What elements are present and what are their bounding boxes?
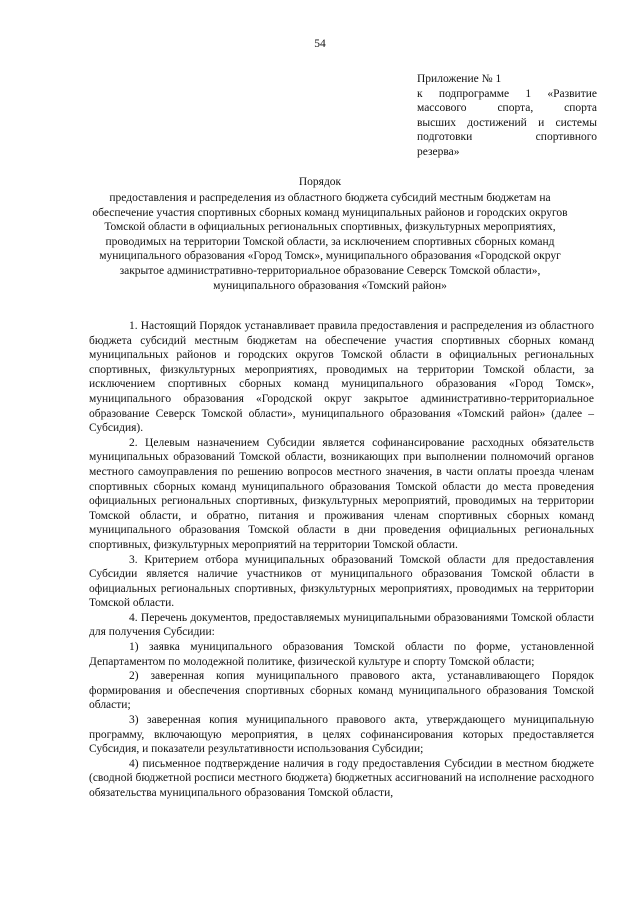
paragraph: 4. Перечень документов, предоставляемых муниципальными образованиями Томской области для получения Субсидии: bbox=[89, 611, 594, 639]
paragraph: 3. Критерием отбора муниципальных образований Томской области для предоставления Субсидии является наличие участников от муниципального образования Томской области в официальных региональных спортивных, физкультурных мероприятиях, проводимых на территории Томской области. bbox=[89, 553, 594, 610]
appendix-line: массового спорта, спорта bbox=[417, 102, 597, 115]
list-item: 2) заверенная копия муниципального правового акта, устанавливающего Порядок формирования и обеспечения спортивных сборных команд муниципального образования Томской области; bbox=[89, 670, 594, 712]
paragraph: 2. Целевым назначением Субсидии является софинансирование расходных обязательств муниципальных образований Томской области, возникающих при выполнении полномочий органов местного самоуправления по решению вопросов местного значения, в части оплаты проезда членам спортивных сборных команд муниципального образования Томской области до места проведения официальных региональных спортивных, физкультурных мероприятий, проводимых на территории Томской области, и обратно, питания и проживания членам спортивных сборных команд муниципального образования Томской области в дни проведения официальных региональных спортивных, физкультурных мероприятий на территории Томской области. bbox=[89, 436, 594, 551]
document-subtitle: предоставления и распределения из областного бюджета субсидий местным бюджетам на обеспечение участия спортивных сборных команд муниципальных районов и городских округов Томской области в официальных региональных спортивных, физкультурных мероприятиях, проводимых на территории Томской области, за исключением спортивных сборных команд муниципального образования «Город Томск», муниципального образования «Городской округ закрытое административно-территориальное образование Северск Томской области», муниципального образования «Томский район» bbox=[92, 192, 568, 292]
appendix-block bbox=[417, 72, 597, 160]
appendix-line: подготовки спортивного bbox=[417, 131, 597, 144]
appendix-line: высших достижений и системы bbox=[417, 116, 597, 129]
appendix-title: Приложение № 1 bbox=[417, 73, 502, 85]
document-title: Порядок bbox=[298, 176, 342, 188]
paragraph: 1. Настоящий Порядок устанавливает правила предоставления и распределения из областного бюджета субсидий местным бюджетам на обеспечение участия спортивных сборных команд муниципальных районов и городских округов Томской области в официальных региональных спортивных, физкультурных мероприятиях, проводимых на территории Томской области, за исключением спортивных сборных команд муниципального образования «Город Томск», муниципального образования «Городской округ закрытое административно-территориальное образование Северск Томской области», муниципального образования «Томский район» (далее – Субсидия). bbox=[89, 320, 594, 435]
page-number: 54 bbox=[314, 38, 326, 50]
list-item: 4) письменное подтверждение наличия в году предоставления Субсидии в местном бюджете (сводной бюджетной росписи местного бюджета) бюджетных ассигнований на исполнение расходного обязательства муниципального образования Томской области, bbox=[89, 757, 594, 799]
appendix-line: резерва» bbox=[417, 145, 460, 158]
document-body bbox=[89, 319, 594, 801]
list-item: 3) заверенная копия муниципального правового акта, утверждающего муниципальную программу, включающую мероприятия, в целях софинансирования которых предоставляется Субсидия, и показатели результативности использования Субсидии; bbox=[89, 714, 594, 756]
appendix-line: к подпрограмме 1 «Развитие bbox=[417, 87, 597, 100]
list-item: 1) заявка муниципального образования Томской области по форме, установленной Департаментом по молодежной политике, физической культуре и спорту Томской области; bbox=[89, 641, 594, 668]
